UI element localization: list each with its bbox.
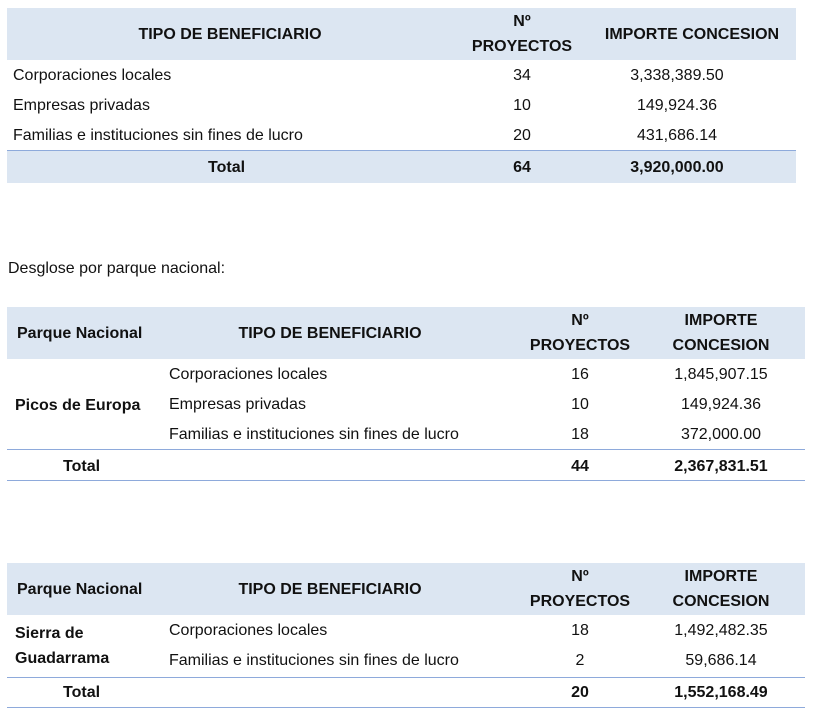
header-importe-line1: IMPORTE [684,568,758,585]
park-row-1-n: 16 [571,366,589,383]
header-n-proyectos-line2: PROYECTOS [529,337,631,354]
summary-row-3-n: 20 [513,127,531,144]
park-row-3-n: 18 [571,426,589,443]
park-row-2-tipo: Familias e instituciones sin fines de lucro [169,652,459,669]
header-importe-line2: CONCESION [672,337,770,354]
summary-row-1-n: 34 [513,67,531,84]
header-parque-nacional: Parque Nacional [17,325,143,342]
park-row-1-tipo: Corporaciones locales [169,622,328,639]
summary-row-3-tipo: Familias e instituciones sin fines de lucro [13,127,303,144]
park-table-bottom-border [7,707,805,708]
summary-row-2-n: 10 [513,97,531,114]
park-total-label: Total [63,684,101,701]
park-row-1-n: 18 [571,622,589,639]
summary-row-2-tipo: Empresas privadas [13,97,150,114]
park-row-3-importe: 372,000.00 [680,426,762,443]
header-tipo-beneficiario: TIPO DE BENEFICIARIO [138,26,322,43]
header-n-proyectos-line1: Nº [513,13,531,30]
header-importe-line1: IMPORTE [684,312,758,329]
header-importe-concesion: IMPORTE CONCESION [604,26,780,43]
park-name: Picos de Europa [15,397,141,414]
park-total-n: 20 [571,684,589,701]
summary-total-importe: 3,920,000.00 [630,159,724,176]
header-tipo-beneficiario: TIPO DE BENEFICIARIO [238,581,422,598]
park-name-line1: Sierra de [15,625,84,642]
summary-row-3-importe: 431,686.14 [636,127,718,144]
park-total-n: 44 [571,458,589,475]
park-total-divider [7,677,805,678]
summary-row-1-tipo: Corporaciones locales [13,67,172,84]
header-importe-line2: CONCESION [672,593,770,610]
park-row-2-n: 10 [571,396,589,413]
park-row-3-tipo: Familias e instituciones sin fines de lucro [169,426,459,443]
park-table-bottom-border [7,480,805,481]
park-row-2-importe: 59,686.14 [685,652,757,669]
summary-row-2-importe: 149,924.36 [636,97,718,114]
header-n-proyectos-line2: PROYECTOS [471,38,573,55]
header-n-proyectos-line1: Nº [571,312,589,329]
summary-total-n: 64 [513,159,531,176]
park-row-1-importe: 1,492,482.35 [674,622,768,639]
park-row-2-n: 2 [575,652,585,669]
park-total-label: Total [63,458,101,475]
park-total-importe: 1,552,168.49 [674,684,768,701]
park-row-1-tipo: Corporaciones locales [169,366,328,383]
park-row-1-importe: 1,845,907.15 [674,366,768,383]
header-tipo-beneficiario: TIPO DE BENEFICIARIO [238,325,422,342]
header-parque-nacional: Parque Nacional [17,581,143,598]
park-table-picos-de-europa [7,307,805,482]
park-row-2-tipo: Empresas privadas [169,396,306,413]
park-total-importe: 2,367,831.51 [674,458,768,475]
summary-row-1-importe: 3,338,389.50 [630,67,724,84]
header-n-proyectos-line1: Nº [571,568,589,585]
park-table-sierra-de-guadarrama [7,563,805,711]
park-total-divider [7,449,805,450]
intro-text: Desglose por parque nacional: [8,260,226,277]
park-name-line2: Guadarrama [15,650,110,667]
summary-table [7,8,796,183]
header-n-proyectos-line2: PROYECTOS [529,593,631,610]
summary-total-divider [7,150,796,151]
summary-total-label: Total [208,159,246,176]
park-row-2-importe: 149,924.36 [680,396,762,413]
